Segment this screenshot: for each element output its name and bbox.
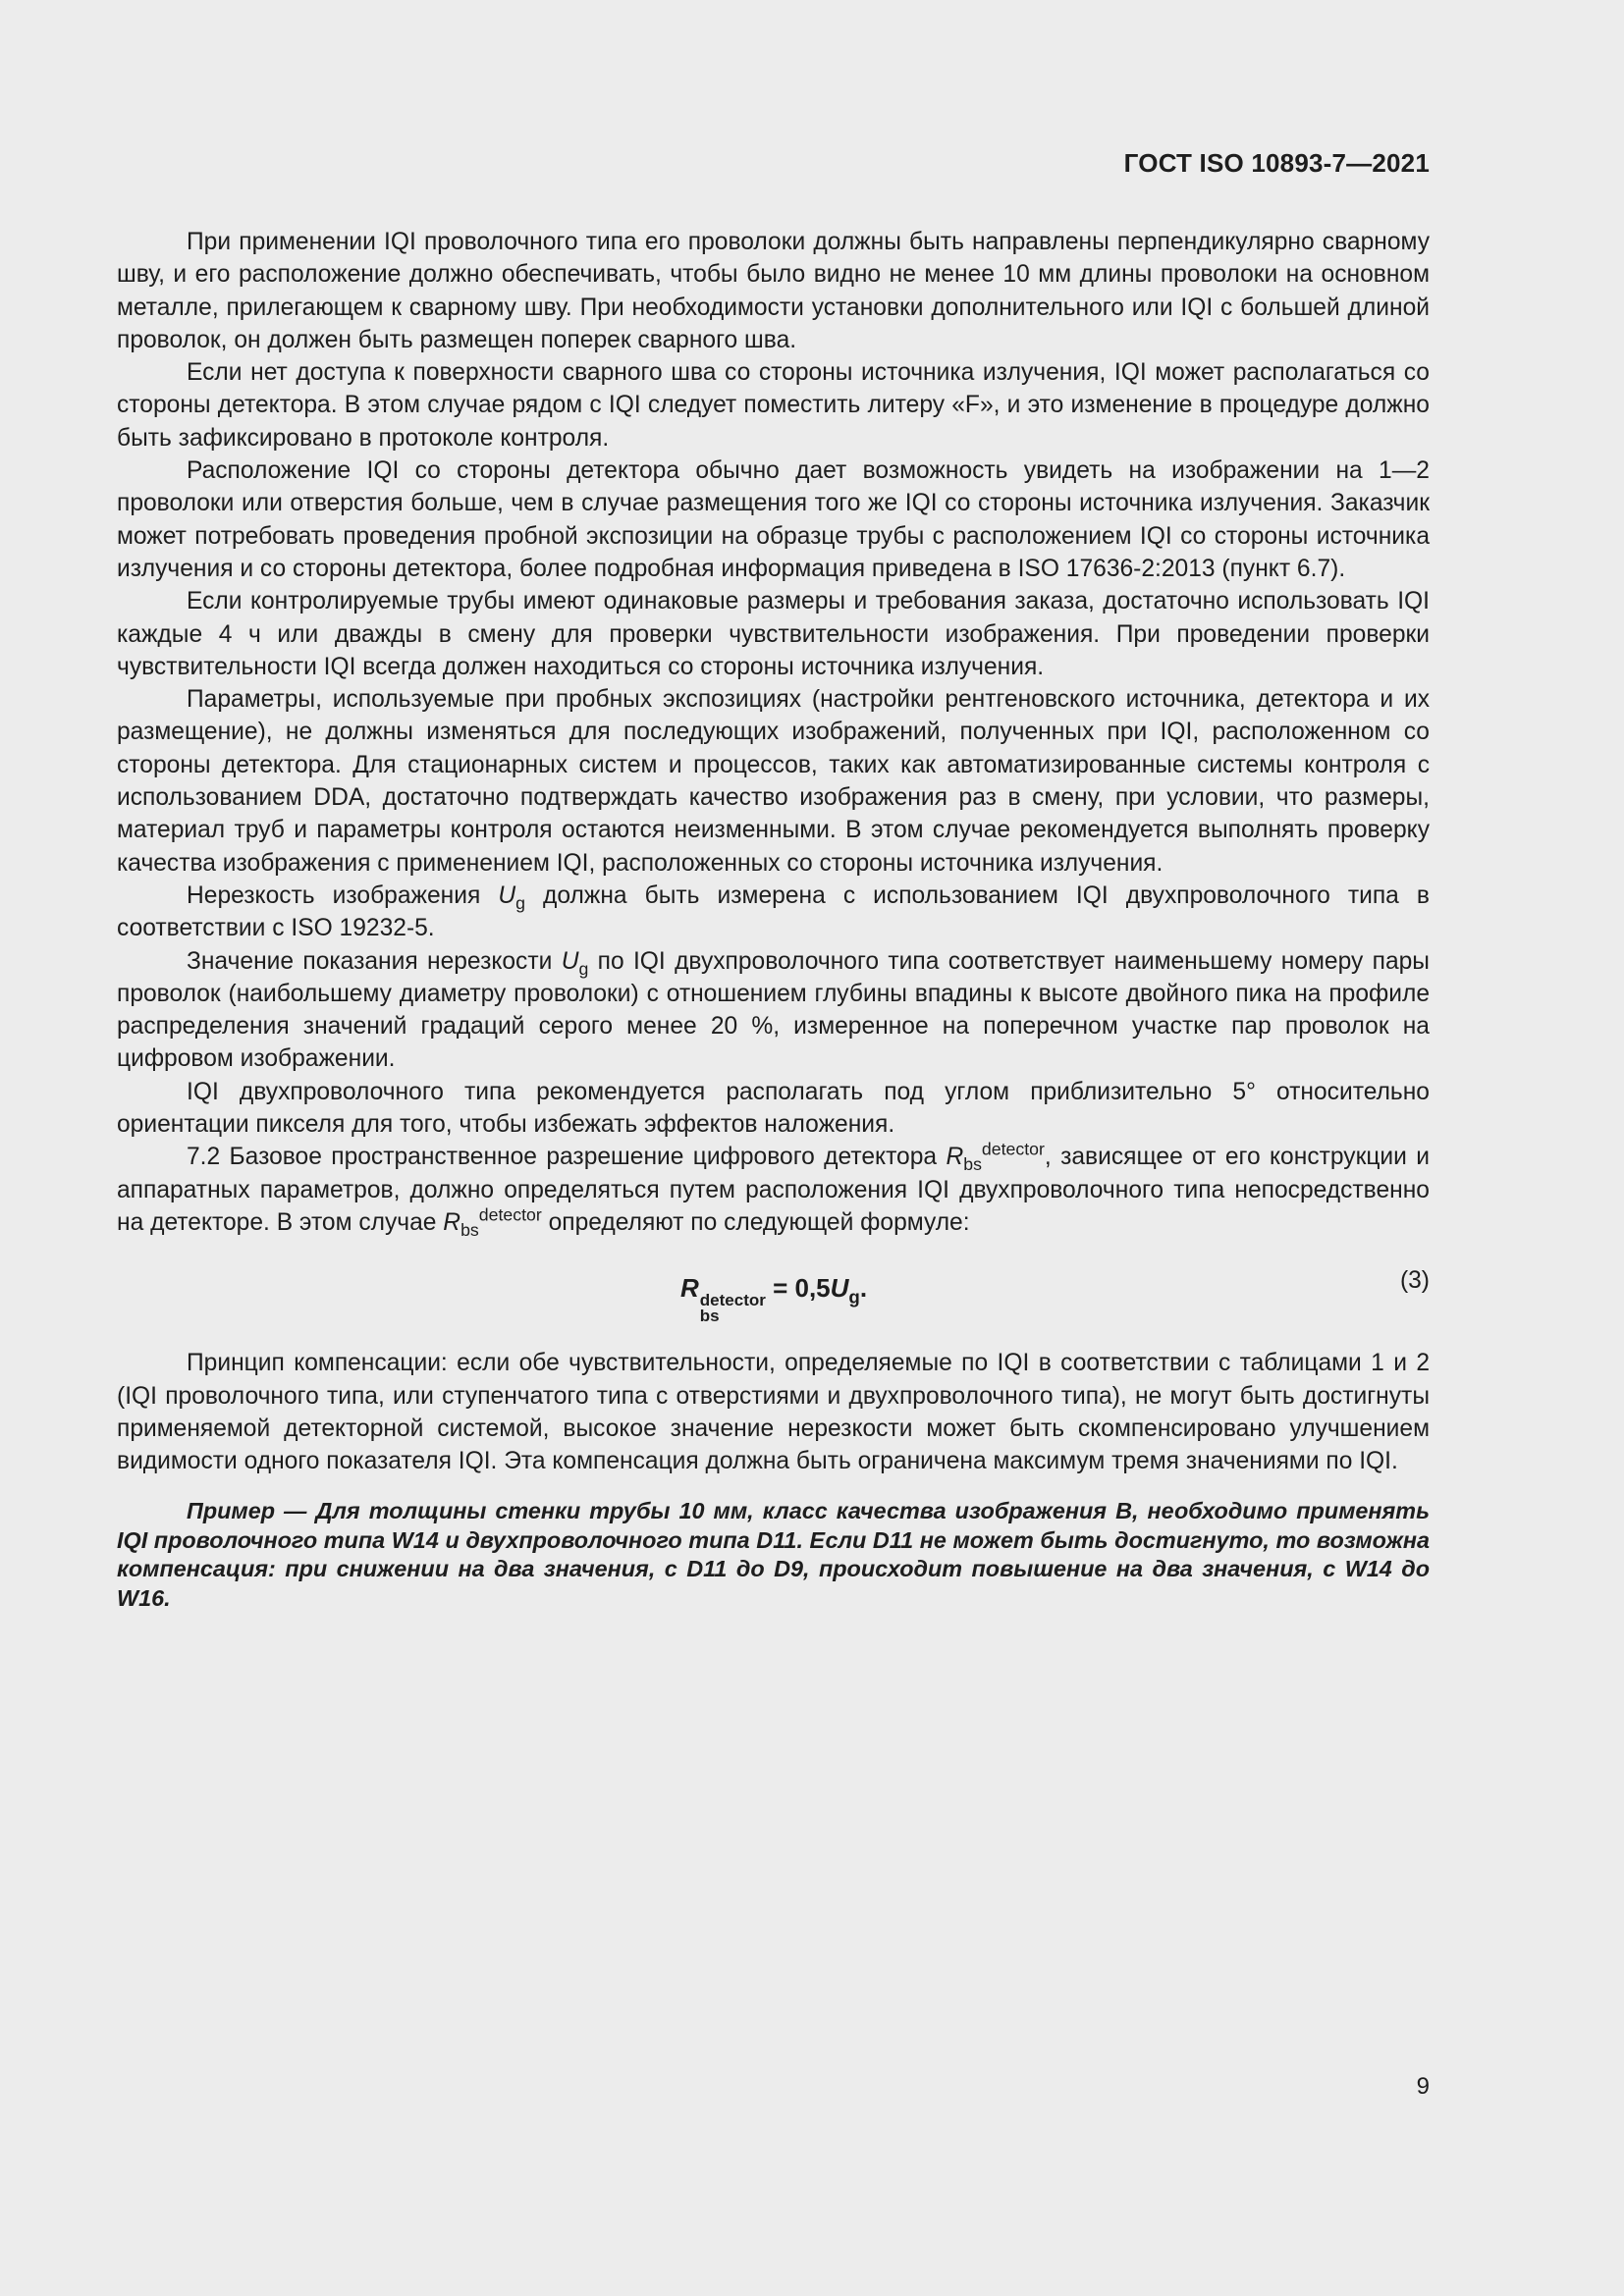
paragraph: Значение показания нерезкости $U_g$ по IQI двухпроволочного типа соответствует наименьшему номеру пары проволок (наибольшему диаметру проволоки) с отношением глубины впадины к высоте двойного пика на профиле распределения значений градаций серого менее 20 %, измеренное на поперечном участке пар проволок на цифровом изображении. (117, 947, 1430, 1073)
body-text (117, 226, 1430, 1613)
paragraph: Расположение IQI со стороны детектора обычно дает возможность увидеть на изображении на 1—2 проволоки или отверстия больше, чем в случае размещения того же IQI со стороны источника излучения. Заказчик может потребовать проведения пробной экспозиции на образце трубы с расположением IQI со стороны источника излучения и со стороны детектора, более подробная информация приведена в ISO 17636-2:2013 (пункт 6.7). (117, 457, 1430, 582)
paragraph: Если контролируемые трубы имеют одинаковые размеры и требования заказа, достаточно использовать IQI каждые 4 ч или дважды в смену для проверки чувствительности изображения. При проведении проверки чувствительности IQI всегда должен находиться со стороны источника излучения. (117, 588, 1430, 680)
formula-number: (3) (1399, 1267, 1430, 1295)
formula-expression: R detector bs = $0,5U_g$. (680, 1273, 868, 1326)
page-number: 9 (1416, 2073, 1430, 2100)
paragraph: IQI двухпроволочного типа рекомендуется располагать под углом приблизительно 5° относительно ориентации пикселя для того, чтобы избежать эффектов наложения. (117, 1078, 1430, 1139)
paragraph: Нерезкость изображения $U_g$ должна быть измерена с использованием IQI двухпроволочного типа в соответствии с ISO 19232-5. (117, 881, 1430, 942)
example-note: Пример — Для толщины стенки трубы 10 мм, класс качества изображения B, необходимо применять IQI проволочного типа W14 и двухпроволочного типа D11. Если D11 не может быть достигнуто, то возможна компенсация: при снижении на два значения, с D11 до D9, происходит повышение на два значения, с W14 до W16. (117, 1498, 1430, 1611)
paragraph: При применении IQI проволочного типа его проволоки должны быть направлены перпендикулярно сварному шву, и его расположение должно обеспечивать, чтобы было видно не менее 10 мм длины проволоки на основном металле, прилегающем к сварному шву. При необходимости установки дополнительного или IQI с большей длиной проволок, он должен быть размещен поперек сварного шва. (117, 229, 1430, 353)
document-header: ГОСТ ISO 10893-7—2021 (1123, 148, 1430, 178)
paragraph: Параметры, используемые при пробных экспозициях (настройки рентгеновского источника, детектора и их размещение), не должны изменяться для последующих изображений, полученных при IQI, расположенном со стороны детектора. Для стационарных систем и процессов, таких как автоматизированные системы контроля с использованием DDA, достаточно подтверждать качество изображения раз в смену, при условии, что размеры, материал труб и параметры контроля остаются неизменными. В этом случае рекомендуется выполнять проверку качества изображения с применением IQI, расположенных со стороны источника излучения. (117, 686, 1430, 877)
formula-3 (117, 1253, 1430, 1337)
paragraph-section-7-2: 7.2 Базовое пространственное разрешение цифрового детектора $R_{bs}^{detector}$, зависящее от его конструкции и аппаратных параметров, должно определяться путем расположения IQI двухпроволочного типа непосредственно на детекторе. В этом случае $R_{bs}^{detector}$ определяют по следующей формуле: (117, 1139, 1430, 1241)
paragraph: Если нет доступа к поверхности сварного шва со стороны источника излучения, IQI может располагаться со стороны детектора. В этом случае рядом с IQI следует поместить литеру «F», и это изменение в процедуре должно быть зафиксировано в протоколе контроля. (117, 359, 1430, 452)
paragraph: Принцип компенсации: если обе чувствительности, определяемые по IQI в соответствии с таблицами 1 и 2 (IQI проволочного типа, или ступенчатого типа с отверстиями и двухпроволочного типа), не могут быть достигнуты применяемой детекторной системой, высокое значение нерезкости может быть скомпенсировано улучшением видимости одного показателя IQI. Эта компенсация должна быть ограничена максимум тремя значениями по IQI. (117, 1350, 1430, 1475)
